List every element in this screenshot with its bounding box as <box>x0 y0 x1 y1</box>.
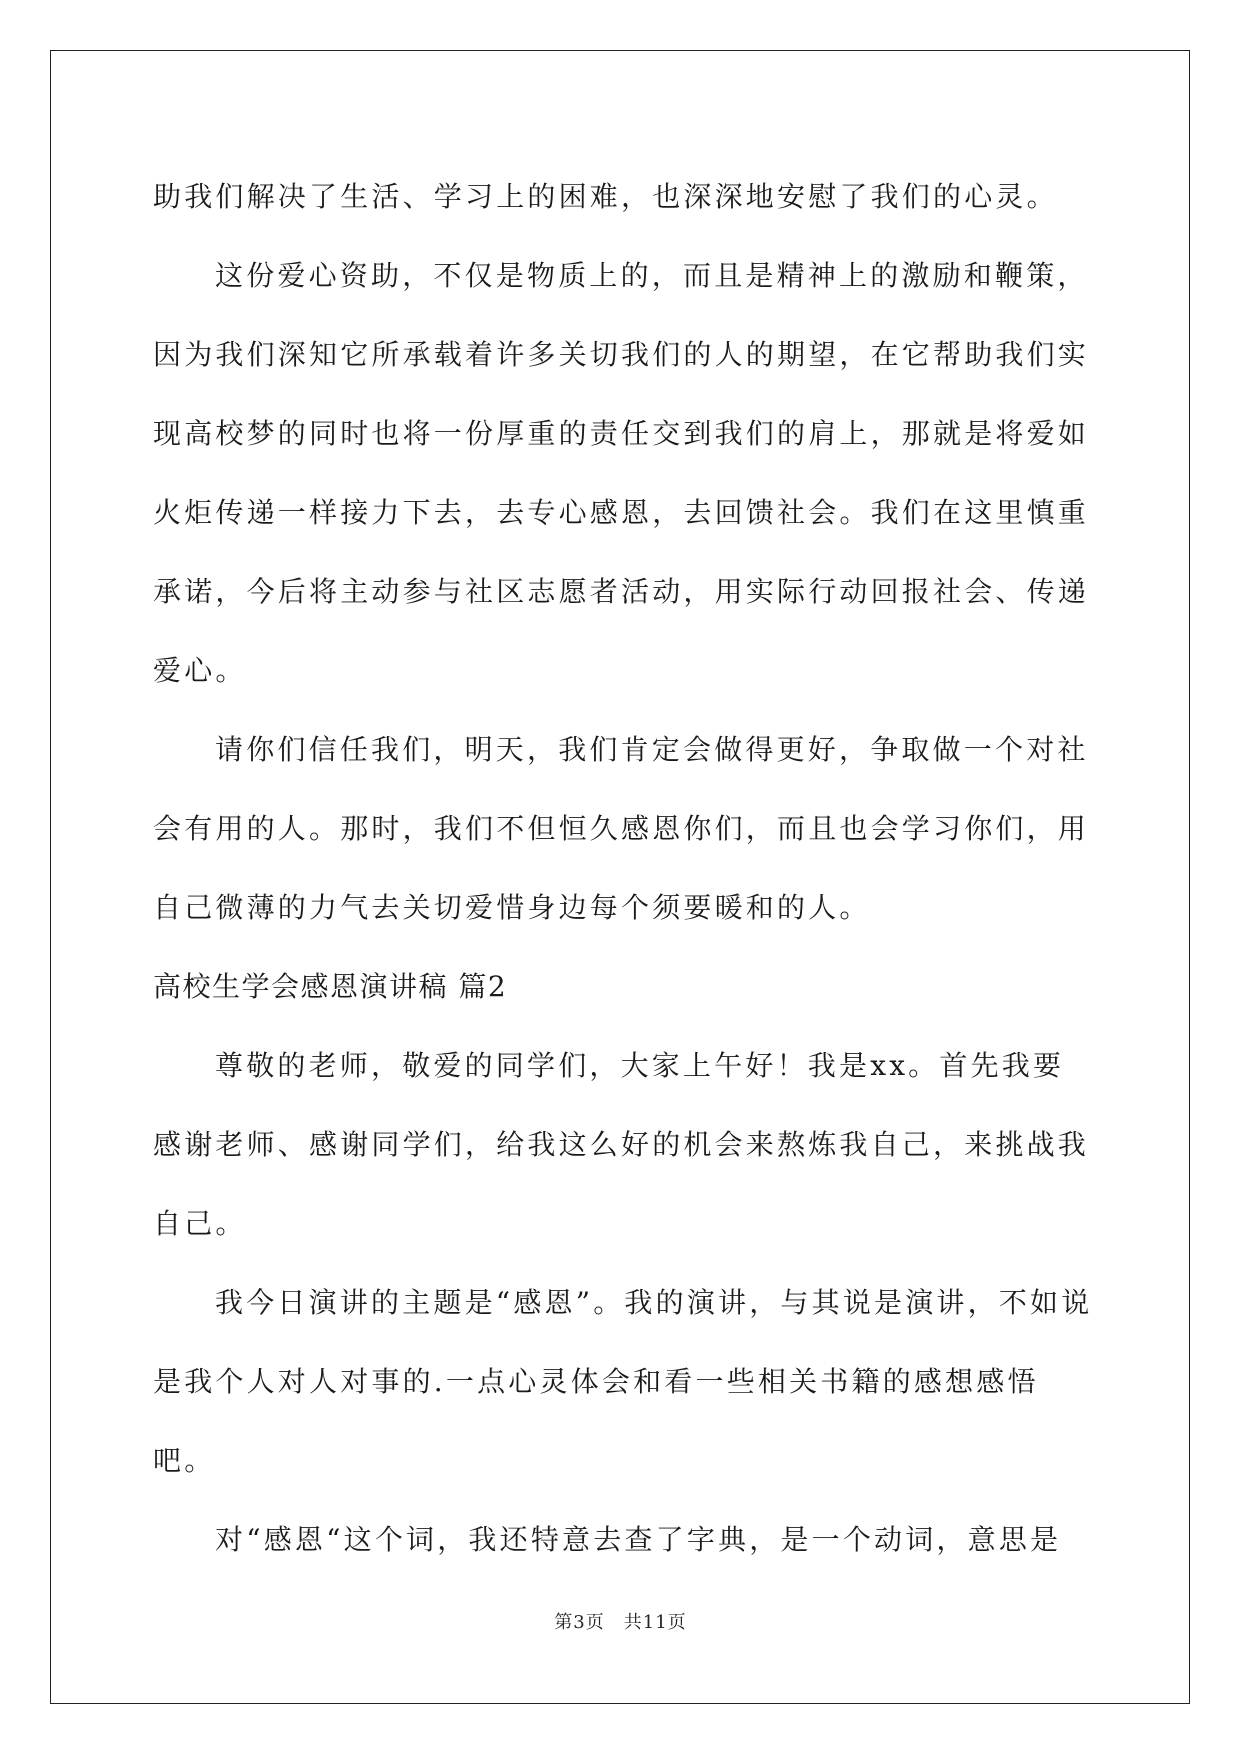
paragraph-trust: 请你们信任我们，明天，我们肯定会做得更好，争取做一个对社会有用的人。那时，我们不但恒久感恩你们，而且也会学习你们，用自己微薄的力气去关切爱惜身边每个须要暖和的人。 <box>153 733 1090 924</box>
paragraph-continuation: 助我们解决了生活、学习上的困难，也深深地安慰了我们的心灵。 <box>153 180 1058 213</box>
page-number-footer: 第3页 共11页 <box>554 1612 687 1633</box>
document-body <box>153 157 1093 1579</box>
paragraph-definition: 对“感恩“这个词，我还特意去查了字典，是一个动词，意思是 <box>215 1523 1062 1556</box>
paragraph-theme: 我今日演讲的主题是“感恩”。我的演讲，与其说是演讲，不如说是我个人对人对事的.一点心灵体会和看一些相关书籍的感想感悟吧。 <box>153 1286 1093 1477</box>
section-heading: 高校生学会感恩演讲稿 篇2 <box>153 970 508 1003</box>
paragraph-greeting: 尊敬的老师，敬爱的同学们，大家上午好！我是xx。首先我要感谢老师、感谢同学们，给我这么好的机会来熬炼我自己，来挑战我自己。 <box>153 1049 1090 1240</box>
paragraph-aid-pledge: 这份爱心资助，不仅是物质上的，而且是精神上的激励和鞭策，因为我们深知它所承载着许多关切我们的人的期望，在它帮助我们实现高校梦的同时也将一份厚重的责任交到我们的肩上，那就是将爱如火炬传递一样接力下去，去专心感恩，去回馈社会。我们在这里慎重承诺，今后将主动参与社区志愿者活动，用实际行动回报社会、传递爱心。 <box>153 259 1090 687</box>
